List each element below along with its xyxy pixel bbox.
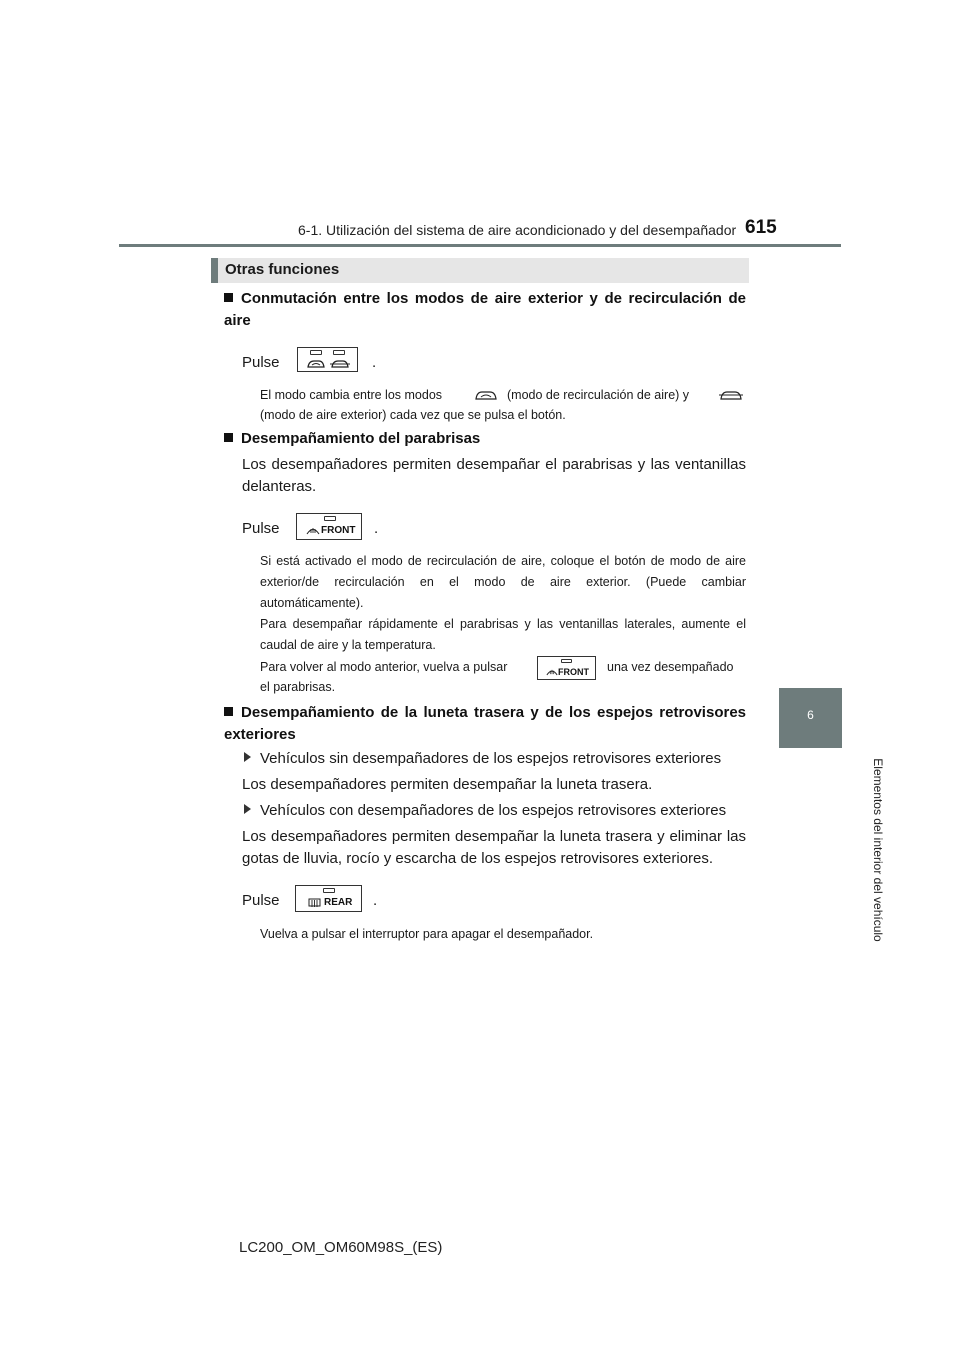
note-mode-c: (modo de aire exterior) cada vez que se pulsa el botón. — [260, 408, 566, 422]
header-rule — [119, 244, 841, 247]
chapter-number: 6 — [807, 708, 814, 722]
page-number: 615 — [745, 217, 777, 238]
note-return-a: Para volver al modo anterior, vuelva a pulsar — [260, 660, 508, 674]
front-defogger-button-inline — [537, 656, 596, 680]
square-bullet-icon — [224, 293, 233, 302]
pulse-label: Pulse — [242, 354, 280, 371]
rear-label: REAR — [324, 897, 353, 908]
front-defogger-button — [296, 513, 362, 540]
sub-bullet-with-mirrors: Vehículos con desempañadores de los espejos retrovisores exteriores — [244, 800, 726, 822]
square-bullet-icon — [224, 433, 233, 442]
windshield-defogger-icon — [306, 525, 320, 536]
rear-defogger-button — [295, 885, 362, 912]
period: . — [372, 354, 377, 371]
rear-defogger-icon — [308, 898, 321, 908]
note-return-c: el parabrisas. — [260, 680, 336, 694]
section-header-bar — [211, 258, 218, 283]
indicator-lamp-icon — [324, 516, 336, 521]
footer-code: LC200_OM_OM60M98S_(ES) — [239, 1239, 443, 1256]
heading-air-mode: Conmutación entre los modos de aire exterior y de recirculación de aire — [224, 290, 746, 329]
windshield-body: Los desempañadores permiten desempañar el parabrisas y las ventanillas delanteras. — [242, 456, 746, 495]
note-recirculation: Si está activado el modo de recirculación de aire, coloque el botón de modo de aire exterior/de recirculación en el modo de aire exterior. (Puede cambiar automáticamente). — [260, 554, 746, 610]
section-title: Otras funciones — [225, 261, 340, 278]
indicator-lamp-icon — [310, 350, 322, 355]
note-mode-b: (modo de recirculación de aire) y — [507, 388, 690, 402]
triangle-bullet-icon — [244, 804, 251, 814]
sub-bullet-without-mirrors: Vehículos sin desempañadores de los espejos retrovisores exteriores — [244, 748, 721, 770]
period: . — [374, 520, 379, 537]
heading-windshield: Desempañamiento del parabrisas — [224, 428, 480, 450]
chapter-label: Elementos del interior del vehículo — [871, 758, 885, 942]
heading-rear-defogger: Desempañamiento de la luneta trasera y de los espejos retrovisores exteriores — [224, 704, 746, 743]
recirculation-icon — [306, 358, 352, 370]
rear-body-1: Los desempañadores permiten desempañar la luneta trasera. — [242, 776, 653, 793]
pulse-label: Pulse — [242, 892, 280, 909]
triangle-bullet-icon — [244, 752, 251, 762]
pulse-label: Pulse — [242, 520, 280, 537]
chapter-tab — [779, 688, 842, 748]
period: . — [373, 892, 378, 909]
recirculation-button — [297, 347, 358, 372]
outside-air-icon — [718, 388, 744, 402]
recirculation-icon — [474, 388, 498, 402]
indicator-lamp-icon — [333, 350, 345, 355]
running-header: 6-1. Utilización del sistema de aire acondicionado y del desempañador — [298, 222, 737, 238]
note-mode-a: El modo cambia entre los modos — [260, 388, 443, 402]
indicator-lamp-icon — [561, 659, 572, 663]
indicator-lamp-icon — [323, 888, 335, 893]
section-header — [211, 258, 749, 283]
rear-body-2: Los desempañadores permiten desempañar la luneta trasera y eliminar las gotas de lluvia, rocío y escarcha de los espejos retrovisores exteriores. — [242, 828, 746, 867]
front-label: FRONT — [321, 525, 356, 536]
square-bullet-icon — [224, 707, 233, 716]
note-return-b: una vez desempañado — [607, 660, 734, 674]
front-label: FRONT — [558, 667, 589, 677]
windshield-defogger-icon — [546, 667, 558, 677]
note-quick-defog: Para desempañar rápidamente el parabrisas y las ventanillas laterales, aumente el caudal de aire y la temperatura. — [260, 617, 746, 652]
note-turn-off: Vuelva a pulsar el interruptor para apagar el desempañador. — [260, 927, 594, 941]
